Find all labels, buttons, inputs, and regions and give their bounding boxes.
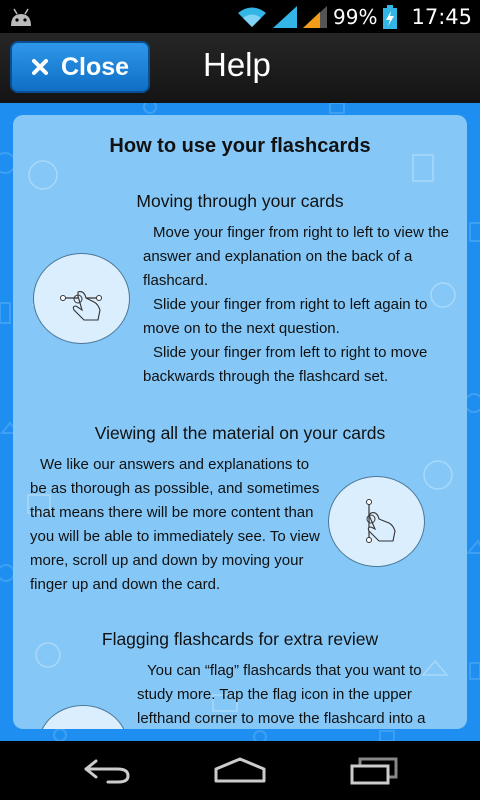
close-button[interactable] — [10, 41, 150, 93]
signal-strength-icon — [273, 6, 297, 28]
paragraph: Slide your finger from right to left again to move on to the next question. — [143, 296, 428, 337]
battery-percent: 99% — [333, 5, 378, 29]
help-card — [13, 115, 467, 729]
paragraph: You can “flag” flashcards that you want to study more. Tap the flag icon in the upper lefthand corner to move the flashcard into a — [137, 662, 426, 727]
help-content-area[interactable] — [0, 103, 480, 741]
action-bar — [0, 33, 480, 103]
page-title: Help — [203, 46, 271, 83]
status-bar — [0, 0, 480, 33]
close-x-icon — [31, 58, 49, 76]
signal-strength-2-icon — [303, 6, 327, 28]
section-text-moving — [143, 221, 458, 389]
vertical-scroll-gesture-icon — [328, 476, 425, 567]
section-heading-viewing: Viewing all the material on your cards — [94, 423, 386, 443]
section-heading-moving: Moving through your cards — [136, 191, 344, 211]
navigation-bar — [0, 741, 480, 800]
android-notification-icon — [8, 6, 34, 28]
paragraph: Slide your finger from left to right to move backwards through the flashcard set. — [143, 344, 428, 385]
battery-charging-icon — [383, 5, 397, 29]
back-icon[interactable] — [82, 757, 132, 785]
card-title: How to use your flashcards — [109, 135, 371, 157]
home-icon[interactable] — [214, 757, 266, 785]
section-text-viewing — [30, 453, 326, 597]
wifi-icon — [237, 6, 267, 28]
horizontal-swipe-gesture-icon — [33, 253, 130, 344]
paragraph: We like our answers and explanations to be as thorough as possible, and sometimes that means there will be more content than you will be able to immediately see. To view more, scroll up and down by moving your finger up and down the card. — [30, 456, 320, 593]
recent-apps-icon[interactable] — [350, 757, 398, 785]
section-text-flagging — [137, 659, 459, 729]
close-button-label: Close — [60, 52, 130, 81]
paragraph: Move your finger from right to left to view the answer and explanation on the back of a flashcard. — [143, 224, 449, 289]
section-heading-flagging: Flagging flashcards for extra review — [101, 629, 379, 649]
clock: 17:45 — [411, 5, 472, 29]
